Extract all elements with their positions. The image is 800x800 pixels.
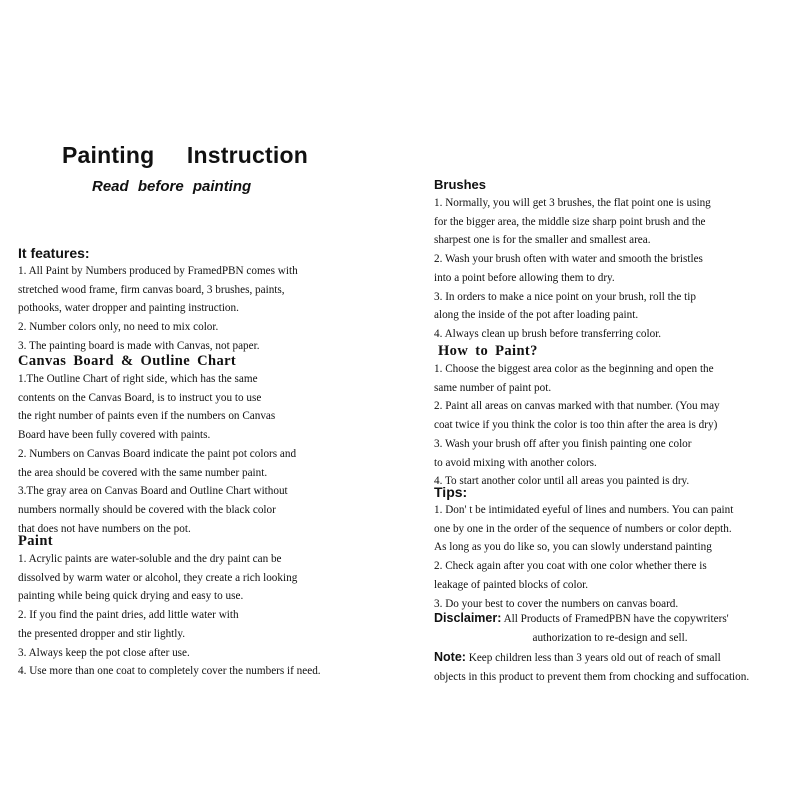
text-line: for the bigger area, the middle size sharp point brush and the	[434, 215, 706, 228]
disclaimer-line2: authorization to re-design and sell.	[532, 631, 688, 644]
text-line: the right number of paints even if the numbers on Canvas	[18, 410, 276, 423]
how-to-paint-section	[434, 342, 786, 491]
text-line: 3. Do your best to cover the numbers on canvas board.	[434, 597, 679, 610]
text-line: 2. Numbers on Canvas Board indicate the paint pot colors and	[18, 447, 297, 460]
text-line: 1. Don' t be intimidated eyeful of lines and numbers. You can paint	[434, 504, 734, 516]
text-line: pothooks, water dropper and painting instruction.	[18, 302, 239, 315]
tips-section	[434, 483, 786, 613]
text-line: same number of paint pot.	[434, 381, 552, 394]
text-line: contents on the Canvas Board, is to instruct you to use	[18, 391, 262, 404]
text-line: to avoid mixing with another colors.	[434, 456, 597, 469]
paint-lines	[18, 550, 388, 681]
page-subtitle: Read before painting	[92, 178, 252, 195]
text-line: 3. In orders to make a nice point on your brush, roll the tip	[434, 290, 696, 303]
text-line: 3. The painting board is made with Canvas, not paper.	[18, 339, 260, 352]
text-line: 2. Paint all areas on canvas marked with that number. (You may	[434, 400, 720, 413]
brushes-heading: Brushes	[434, 177, 487, 192]
text-line: 4. To start another color until all areas you painted is dry.	[434, 475, 690, 488]
text-line: 1. Choose the biggest area color as the beginning and open the	[434, 363, 714, 375]
text-line: 1. All Paint by Numbers produced by FramedPBN comes with	[18, 265, 298, 277]
text-line: 2. Number colors only, no need to mix color.	[18, 321, 219, 334]
text-line: 1.The Outline Chart of right side, which has the same	[18, 373, 258, 385]
text-line: 3.The gray area on Canvas Board and Outline Chart without	[18, 485, 288, 498]
text-line: leakage of painted blocks of color.	[434, 578, 589, 591]
paint-section	[18, 532, 388, 681]
text-line: dissolved by warm water or alcohol, they create a rich looking	[18, 571, 298, 584]
brushes-lines	[434, 194, 786, 344]
tips-lines	[434, 501, 786, 613]
text-line: along the inside of the pot after loading paint.	[434, 309, 639, 322]
features-lines	[18, 262, 388, 356]
text-line: stretched wood frame, firm canvas board, 3 brushes, paints,	[18, 283, 285, 296]
text-line: one by one in the order of the sequence of numbers or color depth.	[434, 522, 732, 535]
text-line: painting while being quick drying and easy to use.	[18, 590, 244, 603]
text-line: into a point before allowing them to dry.	[434, 271, 615, 284]
page-title: Painting Instruction	[62, 142, 308, 168]
disclaimer-line1: All Products of FramedPBN have the copywriters'	[501, 613, 729, 625]
note-line2: objects in this product to prevent them from chocking and suffocation.	[434, 670, 750, 683]
text-line: Board have been fully covered with paints.	[18, 429, 211, 442]
text-line: 3. Wash your brush off after you finish painting one color	[434, 437, 692, 450]
text-line: 2. If you find the paint dries, add little water with	[18, 609, 239, 622]
text-line: 4. Always clean up brush before transferring color.	[434, 327, 662, 340]
text-line: 2. Wash your brush often with water and smooth the bristles	[434, 253, 703, 266]
text-line: the area should be covered with the same number paint.	[18, 466, 268, 479]
text-line: 1. Acrylic paints are water-soluble and the dry paint can be	[18, 553, 282, 565]
how-to-paint-lines	[434, 360, 786, 491]
text-line: the presented dropper and stir lightly.	[18, 627, 186, 640]
disclaimer-label: Disclaimer:	[434, 611, 502, 625]
brushes-section	[434, 176, 786, 344]
disclaimer-section	[434, 609, 786, 647]
note-section	[434, 648, 786, 686]
paint-heading: Paint	[18, 533, 54, 549]
features-heading: It features:	[18, 245, 90, 261]
text-line: sharpest one is for the smaller and smallest area.	[434, 234, 651, 247]
text-line: 3. Always keep the pot close after use.	[18, 646, 190, 659]
note-label: Note:	[434, 650, 466, 664]
note-line1: Keep children less than 3 years old out of reach of small	[465, 652, 721, 664]
tips-heading: Tips:	[434, 484, 468, 500]
text-line: 2. Check again after you coat with one color whether there is	[434, 560, 707, 573]
canvas-board-section	[18, 352, 388, 538]
features-section	[18, 244, 388, 356]
text-line: 4. Use more than one coat to completely cover the numbers if need.	[18, 665, 321, 678]
text-line: that does not have numbers on the pot.	[18, 522, 191, 535]
canvas-board-lines	[18, 370, 388, 538]
text-line: As long as you do like so, you can slowly understand painting	[434, 541, 712, 554]
text-line: numbers normally should be covered with the black color	[18, 503, 276, 516]
how-to-paint-heading: How to Paint?	[438, 343, 538, 359]
canvas-board-heading: Canvas Board & Outline Chart	[18, 353, 237, 369]
text-line: 1. Normally, you will get 3 brushes, the flat point one is using	[434, 197, 711, 209]
text-line: coat twice if you think the color is too thin after the area is dry)	[434, 419, 718, 432]
